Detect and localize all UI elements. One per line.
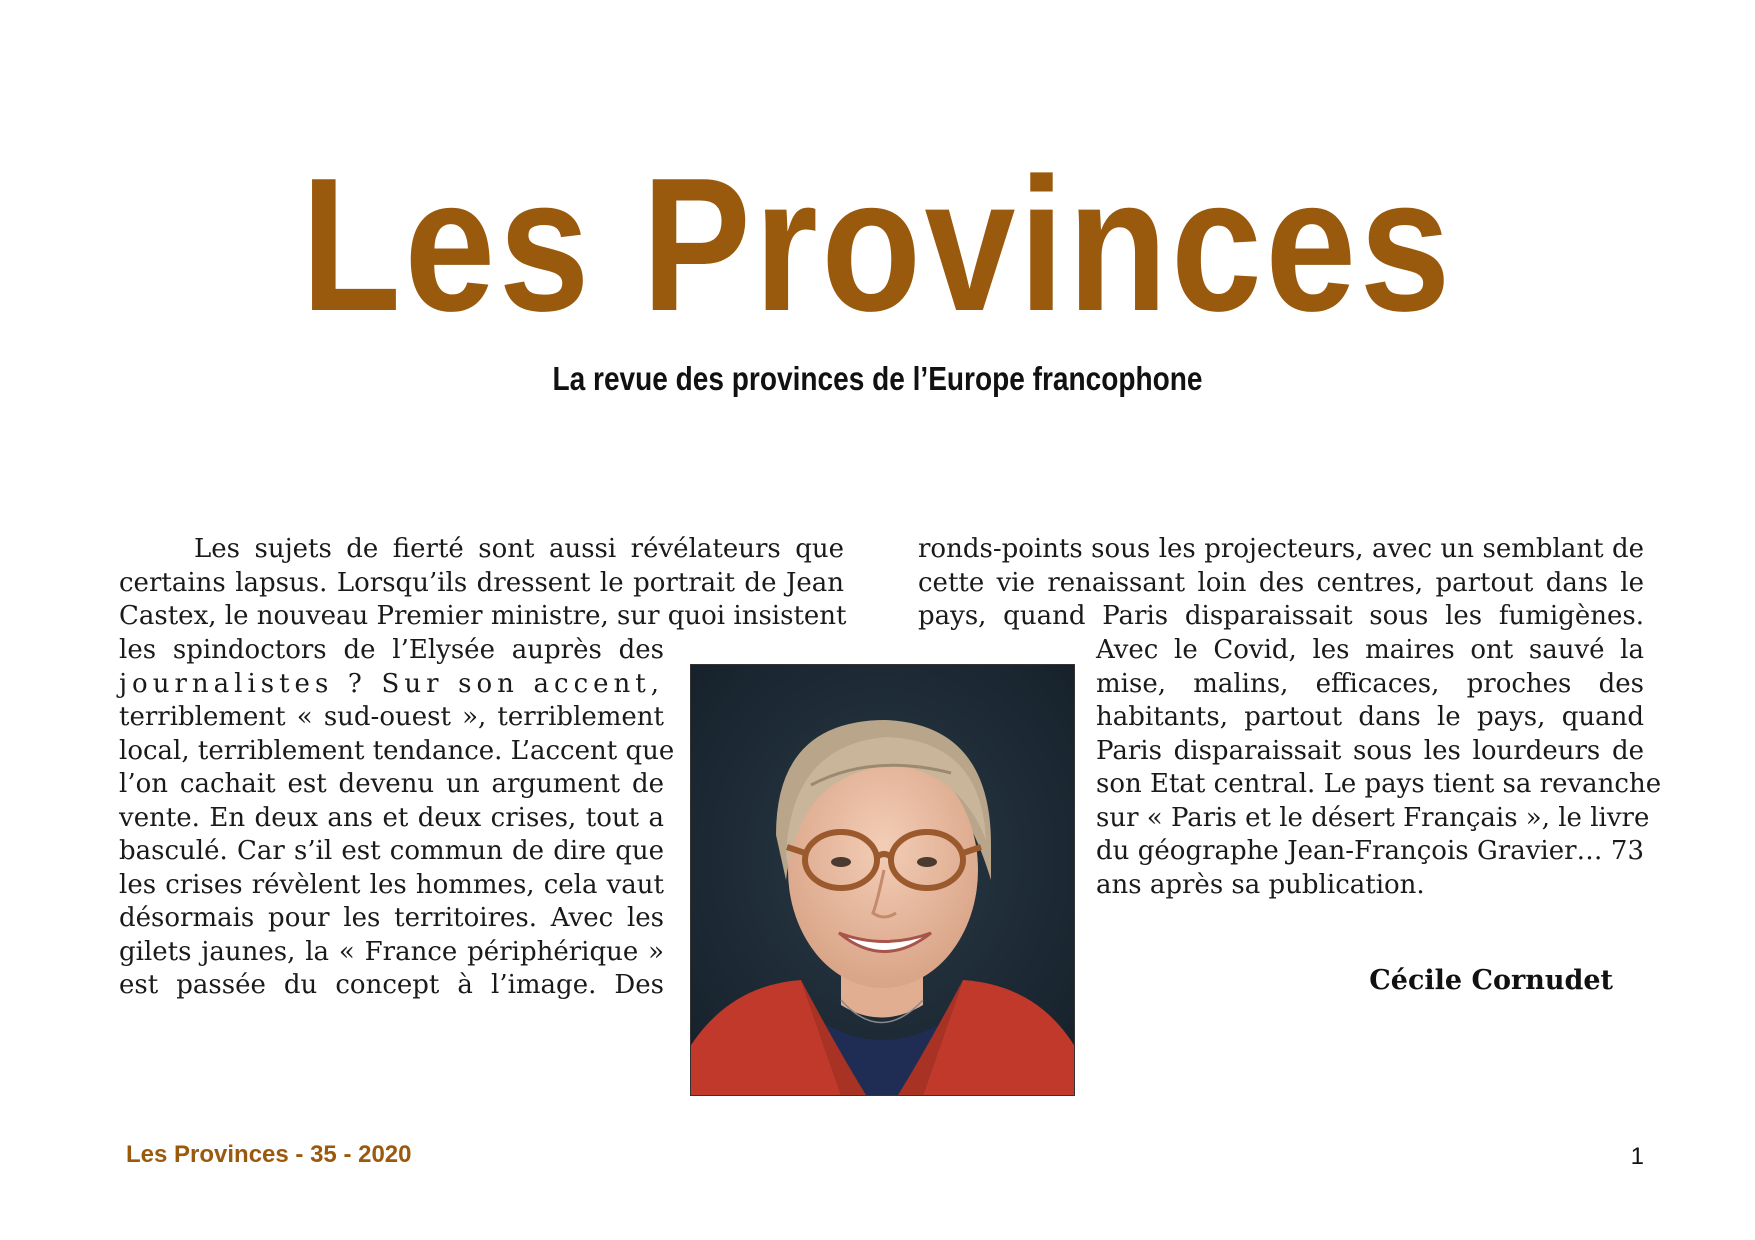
- article-line: Avec le Covid, les maires ont sauvé la: [1096, 635, 1644, 665]
- article-line: désormais pour les territoires. Avec les: [119, 903, 664, 933]
- article-line: gilets jaunes, la « France périphérique »: [119, 936, 664, 967]
- article-line: l’on cachait est devenu un argument de: [119, 769, 664, 799]
- article-line: local, terriblement tendance. L’accent que: [119, 735, 675, 766]
- article-line: habitants, partout dans le pays, quand: [1096, 702, 1644, 732]
- footer-issue: Les Provinces - 35 - 2020: [126, 1141, 412, 1168]
- article-line: sur « Paris et le désert Français », le livre: [1096, 802, 1650, 833]
- article-line: est passée du concept à l’image. Des: [119, 970, 664, 1000]
- article-line: terriblement « sud-ouest », terriblement: [119, 702, 664, 732]
- article-line: ans après sa publication.: [1096, 869, 1425, 900]
- author-signature: Cécile Cornudet: [1369, 965, 1613, 996]
- article-line: pays, quand Paris disparaissait sous les fumigènes.: [918, 601, 1644, 631]
- article-line: du géographe Jean-François Gravier… 73: [1096, 836, 1644, 866]
- article-right-top: [918, 533, 1644, 634]
- article-line: les spindoctors de l’Elysée auprès des: [119, 635, 664, 665]
- author-photo: [690, 664, 1075, 1096]
- article-line: Les sujets de fierté sont aussi révélateurs que: [194, 534, 844, 564]
- article-line: Castex, le nouveau Premier ministre, sur quoi insistent: [119, 601, 847, 631]
- article-line: certains lapsus. Lorsqu’ils dressent le portrait de Jean: [119, 567, 844, 598]
- article-line: Paris disparaissait sous les lourdeurs de: [1096, 735, 1644, 766]
- article-line: les crises révèlent les hommes, cela vaut: [119, 869, 664, 900]
- article-line: son Etat central. Le pays tient sa revanche: [1096, 769, 1662, 799]
- article-line: basculé. Car s’il est commun de dire que: [119, 836, 664, 866]
- article-left-top: [119, 533, 847, 634]
- article-left-bottom: [119, 634, 675, 1003]
- article-line: ronds-points sous les projecteurs, avec un semblant de: [918, 534, 1644, 564]
- masthead-title: Les Provinces: [301, 139, 1454, 351]
- article-right-bottom: [1096, 634, 1662, 902]
- page-number: 1: [1630, 1143, 1644, 1170]
- article-line: vente. En deux ans et deux crises, tout a: [119, 802, 664, 833]
- article-line: cette vie renaissant loin des centres, partout dans le: [918, 567, 1644, 598]
- portrait-illustration: [691, 665, 1074, 1095]
- article-line: journalistes ? Sur son accent,: [119, 668, 664, 699]
- article-line: mise, malins, efficaces, proches des: [1096, 668, 1644, 699]
- masthead-subtitle: La revue des provinces de l’Europe francophone: [552, 360, 1203, 397]
